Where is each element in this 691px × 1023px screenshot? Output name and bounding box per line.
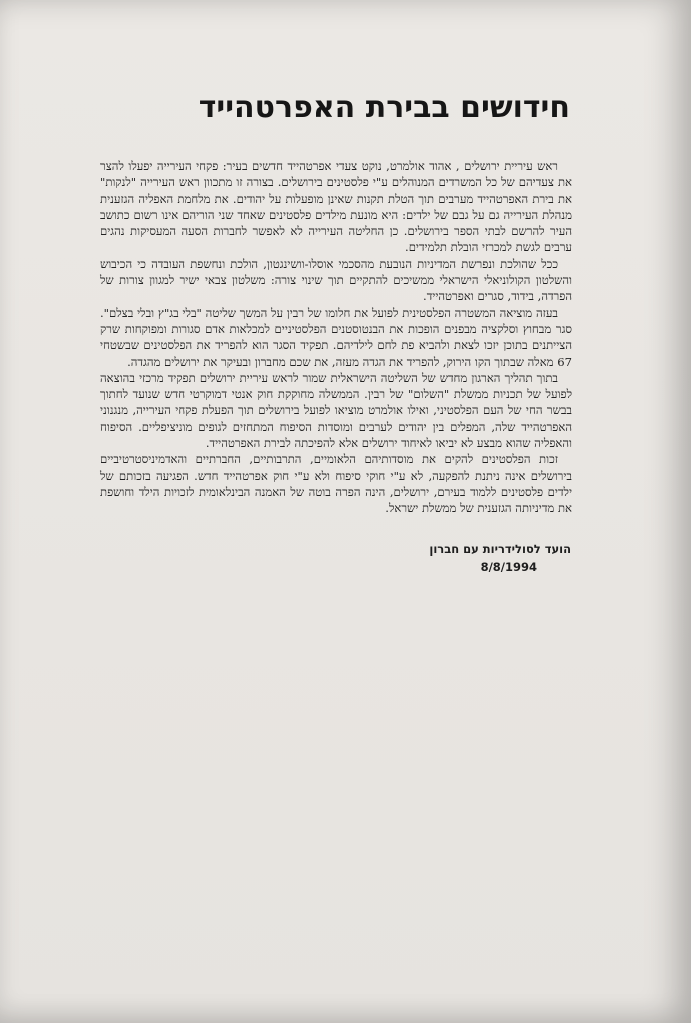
paragraph-1: ראש עיריית ירושלים , אהוד אולמרט, נוקט צעדי אפרטהייד חדשים בעיר: פקחי העירייה יפעלו להצר את צעדיהם של כל המשרדים המנוהלים ע"י פלסטינים בירושלים. בצורה זו מתכוון ראש העירייה "לנקות" את בירת האפרטהייד מערבים תוך הטלת תקנות שאינן מופעלות על יהודים. את מלחמת האפליה הגזענית מנהלת העירייה גם על גבם של ילדים: היא מונעת מילדים פלסטינים שאחד שני הוריהם אינו רשום כתושב העיר להרשם לבתי הספר בירושלים. כן החליטה העירייה לא לאפשר לחברות הסעה המעסיקות נהגים ערבים לגשת למכרזי הובלת תלמידים. xyxy=(100,159,572,255)
paragraph-5: זכות הפלסטינים להקים את מוסדותיהם הלאומיים, התרבותיים, החברתיים והאדמיניסטרטיביים בירושלים אינה ניתנת להפקעה, לא ע"י חוקי סיפוח ולא ע"י חוק אפרטהייד חדש. הפגיעה בזכותם של ילדים פלסטינים ללמוד בעירם, ירושלים, הינה הפרה בוטה של האמנה הבינלאומית לזכויות הילד וחושפת את מדיניותה הגזענית של ממשלת ישראל. xyxy=(100,452,572,516)
paragraph-3: בעזה מוציאה המשטרה הפלסטינית לפועל את חלומו של רבין על המשך שליטה "בלי בג"ץ ובלי בצלם". סגר מבחוץ וסלקציה מבפנים הופכות את הבנטוסטנים הפלסטיניים למכלאות אדם סגורות ומפוקחות שרק הצייתנים בתוכן יזכו לצאת ולהביא פת לחם לילדיהם. תפקיד הסגר הוא להפריד את הפלסטינים שבשטחי 67 מאלה שבתוך הקו הירוק, להפריד את הגדה מעזה, את שכם מחברון ובעיקר את ירושלים מהגדה. xyxy=(100,305,572,369)
body-text xyxy=(100,158,572,517)
paragraph-2: ככל שהולכת ונפרשת המדיניות הנובעת מהסכמי אוסלו-וושינגטון, הולכת ונחשפת העובדה כי הכיבוש והשלטון הקולוניאלי הישראלי ממשיכים להתקיים תוך שינוי צורה: משלטון צבאי ישיר למגוון צורות של הפרדה, בידוד, סגרים ואפרטהייד. xyxy=(100,256,572,304)
signature-date: 8/8/1994 xyxy=(480,560,537,574)
signature-org: הועד לסולידריות עם חברון xyxy=(429,542,571,556)
paragraph-4: בתוך תהליך הארגון מחדש של השליטה הישראלית שמור לראש עיריית ירושלים תפקיד מרכזי בהוצאה לפועל של תכניות ממשלת "השלום" של רבין. הממשלה מחוקקת חוק אנטי דמוקרטי חדש שנועד לחתוך בבשר החי של העם הפלסטיני, ואילו אולמרט מוציאו לפועל בירושלים תוך הפעלת פקחי העירייה, מנגנוני האפרטהייד שלה, המפלים בין יהודים לערבים ומוסדות הסיפוח המתחזים לגופים מוניציפליים. הסיפוח והאפליה שהוא מבצע לא יביאו לאיחוד ירושלים אלא להפיכתה לבירת האפרטהייד. xyxy=(100,370,572,451)
signature-block xyxy=(271,540,571,576)
page-title: חידושים בבירת האפרטהייד xyxy=(198,90,570,125)
